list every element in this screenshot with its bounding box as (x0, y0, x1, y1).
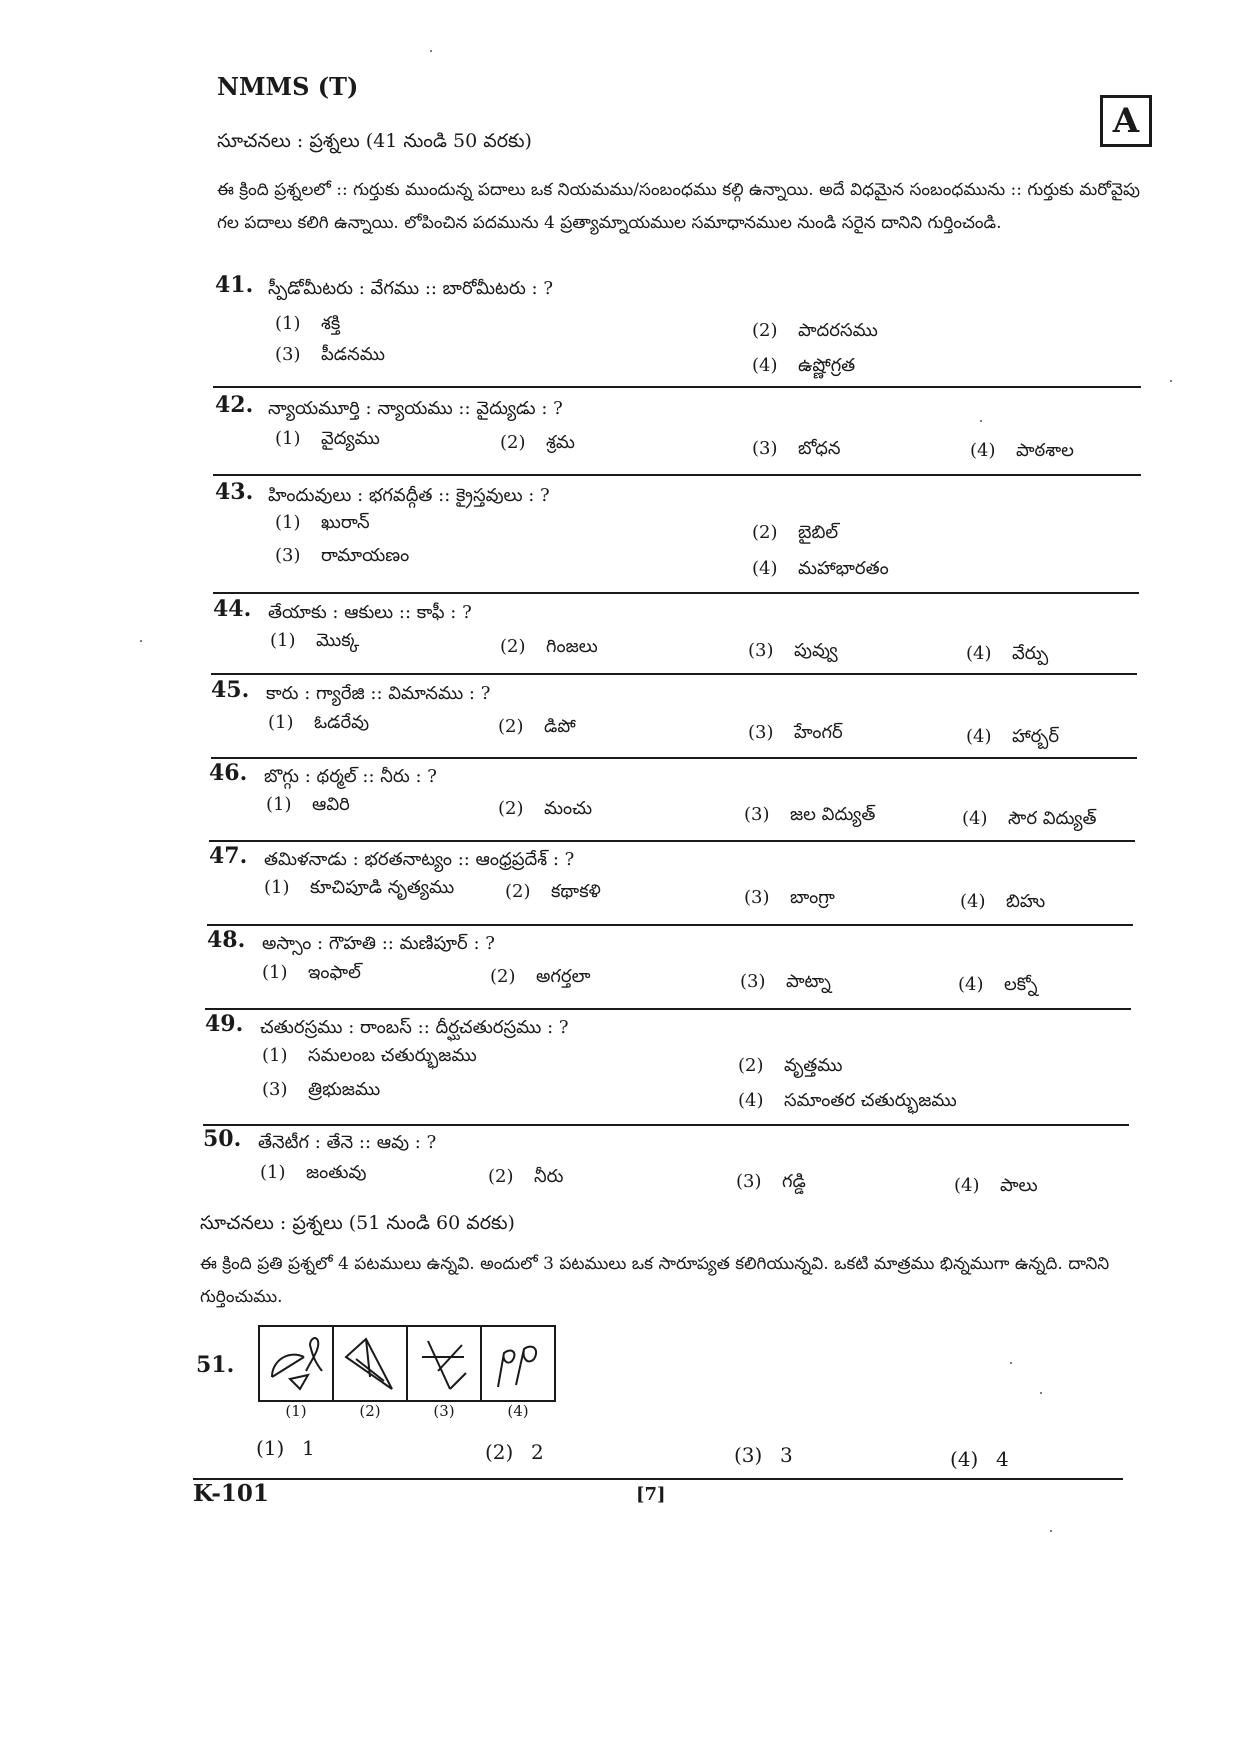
option-text: పాదరసము (798, 320, 878, 341)
question-text: తమిళనాడు : భరతనాట్యం :: ఆంధ్రప్రదేశ్ : ? (264, 849, 575, 870)
option-number: (4) (966, 643, 992, 664)
option-text: బిహు (1006, 891, 1046, 912)
question-number: 47. (209, 843, 248, 869)
figure-2 (334, 1327, 408, 1400)
option-text: 1 (302, 1436, 315, 1460)
scan-speck (1040, 1392, 1042, 1394)
option-number: (2) (752, 522, 778, 543)
divider (211, 673, 1137, 675)
option-1[interactable] (270, 630, 359, 655)
option-2[interactable] (498, 716, 576, 741)
option-number: (3) (740, 971, 766, 992)
option-2[interactable] (752, 320, 878, 345)
option-4[interactable] (752, 558, 889, 583)
option-1[interactable] (275, 512, 370, 537)
scan-speck (1050, 1530, 1052, 1532)
option-number: (4) (950, 1447, 979, 1471)
option-text: పీడనము (321, 344, 386, 365)
scan-speck (430, 50, 432, 52)
option-number: (2) (500, 636, 526, 657)
option-text: 2 (531, 1440, 544, 1464)
divider (205, 1008, 1131, 1010)
question-text: తేనెటీగ : తేనె :: ఆవు : ? (258, 1132, 437, 1153)
option-text: మొక్క (316, 630, 360, 651)
option-text: హార్బర్ (1012, 726, 1060, 747)
option-number: (2) (500, 432, 526, 453)
question-text: అస్సాం : గౌహతి :: మణిపూర్ : ? (262, 933, 495, 954)
option-3[interactable] (744, 887, 835, 912)
option-text: వేర్పు (1012, 643, 1049, 664)
option-4[interactable] (962, 808, 1097, 833)
option-number: (4) (970, 440, 996, 461)
scan-speck (980, 420, 982, 422)
option-text: సమాంతర చతుర్భుజము (784, 1090, 957, 1111)
option-3[interactable] (748, 640, 838, 665)
option-text: వైద్యము (321, 428, 380, 449)
set-code-box: A (1100, 95, 1152, 147)
option-number: (4) (958, 974, 984, 995)
option-4[interactable] (738, 1090, 957, 1115)
option-number: (4) (962, 808, 988, 829)
option-number: (2) (490, 966, 516, 987)
option-number: (1) (262, 962, 288, 983)
option-text: పాలు (1000, 1175, 1038, 1196)
footer-divider (193, 1478, 1123, 1480)
question-text: కారు : గ్యారేజి :: విమానము : ? (266, 683, 491, 704)
option-3[interactable] (744, 804, 875, 829)
divider (213, 386, 1141, 388)
figure-1-shape (260, 1327, 332, 1400)
option-4[interactable] (954, 1175, 1038, 1200)
option-2[interactable] (500, 636, 598, 661)
option-number: (2) (488, 1166, 514, 1187)
option-text: అగర్తలా (536, 966, 591, 987)
option-number: (3) (744, 887, 770, 908)
option-text: ఖురాన్ (321, 512, 370, 533)
option-text: రామాయణం (321, 545, 410, 566)
option-3[interactable] (734, 1443, 793, 1467)
option-1[interactable] (260, 1162, 366, 1187)
question-number: 49. (205, 1011, 244, 1037)
option-text: మంచు (544, 798, 593, 819)
option-text: శ్రమ (546, 432, 575, 453)
option-2[interactable] (752, 522, 838, 547)
option-text: కథాకళి (551, 881, 601, 902)
question-text: చతురస్రము : రాంబస్ :: దీర్ఘచతురస్రము : ? (260, 1017, 569, 1038)
option-number: (2) (505, 881, 531, 902)
option-text: కూచిపూడి నృత్యము (310, 877, 455, 898)
option-text: సౌర విద్యుత్ (1008, 808, 1097, 829)
option-text: బైబిల్ (798, 522, 839, 543)
option-number: (1) (264, 877, 290, 898)
option-2[interactable] (738, 1055, 842, 1080)
option-text: మహాభారతం (798, 558, 889, 579)
page-number: [7] (636, 1484, 666, 1505)
option-number: (1) (262, 1045, 288, 1066)
option-3[interactable] (748, 722, 843, 747)
figure-label: (4) (507, 1402, 529, 1420)
option-number: (3) (744, 804, 770, 825)
option-2[interactable] (490, 966, 590, 991)
scan-speck (140, 640, 142, 642)
option-number: (4) (752, 355, 778, 376)
option-4[interactable] (950, 1447, 1009, 1471)
figure-label: (2) (359, 1402, 381, 1420)
option-1[interactable] (268, 712, 369, 737)
option-text: డిపో (544, 716, 576, 737)
option-number: (1) (256, 1436, 285, 1460)
option-number: (4) (738, 1090, 764, 1111)
option-number: (4) (966, 726, 992, 747)
option-1[interactable] (262, 1045, 477, 1070)
section2-instructions: ఈ క్రింది ప్రతి ప్రశ్నలో 4 పటములు ఉన్నవి. అందులో 3 పటములు ఒక సారూప్యత కలిగియున్నవి. ఒకటి మాత్రము భిన్నముగా ఉన్నది. దానిని గుర్తించుము. (200, 1254, 1110, 1307)
section1-title: సూచనలు : ప్రశ్నలు (41 నుండి 50 వరకు) (217, 130, 532, 152)
divider (213, 474, 1141, 476)
option-text: ఇంఫాల్ (308, 962, 361, 983)
option-number: (3) (262, 1079, 288, 1100)
option-2[interactable] (488, 1166, 564, 1191)
option-number: (4) (752, 558, 778, 579)
exam-title: NMMS (T) (217, 72, 359, 101)
option-number: (1) (266, 794, 292, 815)
question-text: తేయాకు : ఆకులు :: కాఫీ : ? (268, 602, 472, 623)
question-number: 43. (215, 479, 254, 505)
option-number: (2) (738, 1055, 764, 1076)
option-text: 3 (780, 1443, 793, 1467)
question-text: బొగ్గు : థర్మల్ :: నీరు : ? (264, 766, 437, 787)
question-number: 44. (213, 596, 252, 622)
option-1[interactable] (275, 313, 340, 338)
scan-speck (1010, 1362, 1012, 1364)
question-number: 51. (196, 1352, 235, 1378)
option-number: (2) (485, 1440, 514, 1464)
scan-speck (1170, 380, 1172, 382)
question-text: హిందువులు : భగవద్గీత :: క్రైస్తవులు : ? (268, 485, 550, 506)
option-4[interactable] (958, 974, 1038, 999)
option-number: (3) (752, 438, 778, 459)
option-text: నీరు (534, 1166, 564, 1187)
option-text: పాట్నా (786, 971, 831, 992)
figure-3 (408, 1327, 482, 1400)
option-4[interactable] (970, 440, 1074, 465)
option-2[interactable] (500, 432, 575, 457)
figure-3-shape (408, 1327, 480, 1400)
option-text: జంతువు (306, 1162, 367, 1183)
option-3[interactable] (736, 1171, 806, 1196)
option-text: లక్నో (1004, 974, 1038, 995)
figure-2-shape (334, 1327, 406, 1400)
option-2[interactable] (498, 798, 592, 823)
figure-label: (3) (433, 1402, 455, 1420)
option-text: గడ్డి (782, 1171, 806, 1192)
option-number: (3) (275, 344, 301, 365)
question-number: 46. (209, 760, 248, 786)
option-number: (2) (498, 716, 524, 737)
option-text: పువ్వు (794, 640, 838, 661)
option-number: (4) (960, 891, 986, 912)
option-number: (1) (270, 630, 296, 651)
divider (207, 924, 1133, 926)
option-number: (2) (498, 798, 524, 819)
figure-label: (1) (285, 1402, 307, 1420)
section1-instructions: ఈ క్రింది ప్రశ్నలలో :: గుర్తుకు ముందున్న పదాలు ఒక నియమము/సంబంధము కల్గి ఉన్నాయి. అదే విధమైన సంబంధమును :: గుర్తుకు మరోవైపు గల పదాలు కలిగి ఉన్నాయి. లోపించిన పదమును 4 ప్రత్యామ్నాయముల సమాధానముల నుండి సరైన దానిని గుర్తించండి. (217, 180, 1140, 233)
option-number: (1) (275, 428, 301, 449)
divider (203, 1124, 1129, 1126)
option-text: ఉష్ణోగ్రత (798, 355, 856, 376)
option-text: పాఠశాల (1016, 440, 1074, 461)
option-text: గింజలు (546, 636, 598, 657)
section2-title: సూచనలు : ప్రశ్నలు (51 నుండి 60 వరకు) (200, 1212, 515, 1234)
option-number: (1) (268, 712, 294, 733)
option-text: వృత్తము (784, 1055, 843, 1076)
option-3[interactable] (740, 971, 831, 996)
option-number: (1) (260, 1162, 286, 1183)
option-4[interactable] (752, 355, 855, 380)
option-3[interactable] (275, 545, 409, 570)
option-3[interactable] (275, 344, 385, 369)
option-text: 4 (996, 1447, 1009, 1471)
option-text: సమలంబ చతుర్భుజము (308, 1045, 477, 1066)
option-text: త్రిభుజము (308, 1079, 381, 1100)
option-2[interactable] (505, 881, 601, 906)
figure-row (258, 1325, 556, 1402)
divider (211, 757, 1137, 759)
option-text: హేంగర్ (794, 722, 843, 743)
option-number: (3) (275, 545, 301, 566)
figure-4-shape (482, 1327, 554, 1400)
option-text: బాంగ్రా (790, 887, 835, 908)
question-number: 50. (203, 1126, 242, 1152)
option-1[interactable] (275, 428, 380, 453)
option-number: (3) (736, 1171, 762, 1192)
option-number: (1) (275, 512, 301, 533)
option-1[interactable] (256, 1436, 315, 1460)
divider (213, 592, 1139, 594)
footer-code: K-101 (193, 1480, 269, 1507)
question-text: న్యాయమూర్తి : న్యాయము :: వైద్యుడు : ? (268, 398, 563, 419)
option-text: ఆవిరి (312, 794, 350, 815)
question-number: 42. (215, 392, 254, 418)
divider (209, 840, 1135, 842)
figure-1 (260, 1327, 334, 1400)
option-number: (3) (734, 1443, 763, 1467)
option-text: ఓడరేవు (314, 712, 370, 733)
option-3[interactable] (752, 438, 840, 463)
figure-4 (482, 1327, 554, 1400)
option-text: జల విద్యుత్ (790, 804, 876, 825)
option-number: (2) (752, 320, 778, 341)
option-3[interactable] (262, 1079, 380, 1104)
option-4[interactable] (966, 726, 1059, 751)
option-1[interactable] (266, 794, 350, 819)
option-4[interactable] (960, 891, 1045, 916)
question-text: స్పీడోమీటరు : వేగము :: బారోమీటరు : ? (268, 278, 553, 299)
option-number: (3) (748, 640, 774, 661)
option-2[interactable] (485, 1440, 544, 1464)
option-1[interactable] (264, 877, 454, 902)
question-number: 48. (207, 927, 246, 953)
option-number: (4) (954, 1175, 980, 1196)
option-1[interactable] (262, 962, 361, 987)
question-number: 41. (215, 272, 254, 298)
option-4[interactable] (966, 643, 1048, 668)
option-text: శక్తి (321, 313, 341, 334)
question-number: 45. (211, 677, 250, 703)
option-number: (3) (748, 722, 774, 743)
option-text: బోధన (798, 438, 841, 459)
option-number: (1) (275, 313, 301, 334)
